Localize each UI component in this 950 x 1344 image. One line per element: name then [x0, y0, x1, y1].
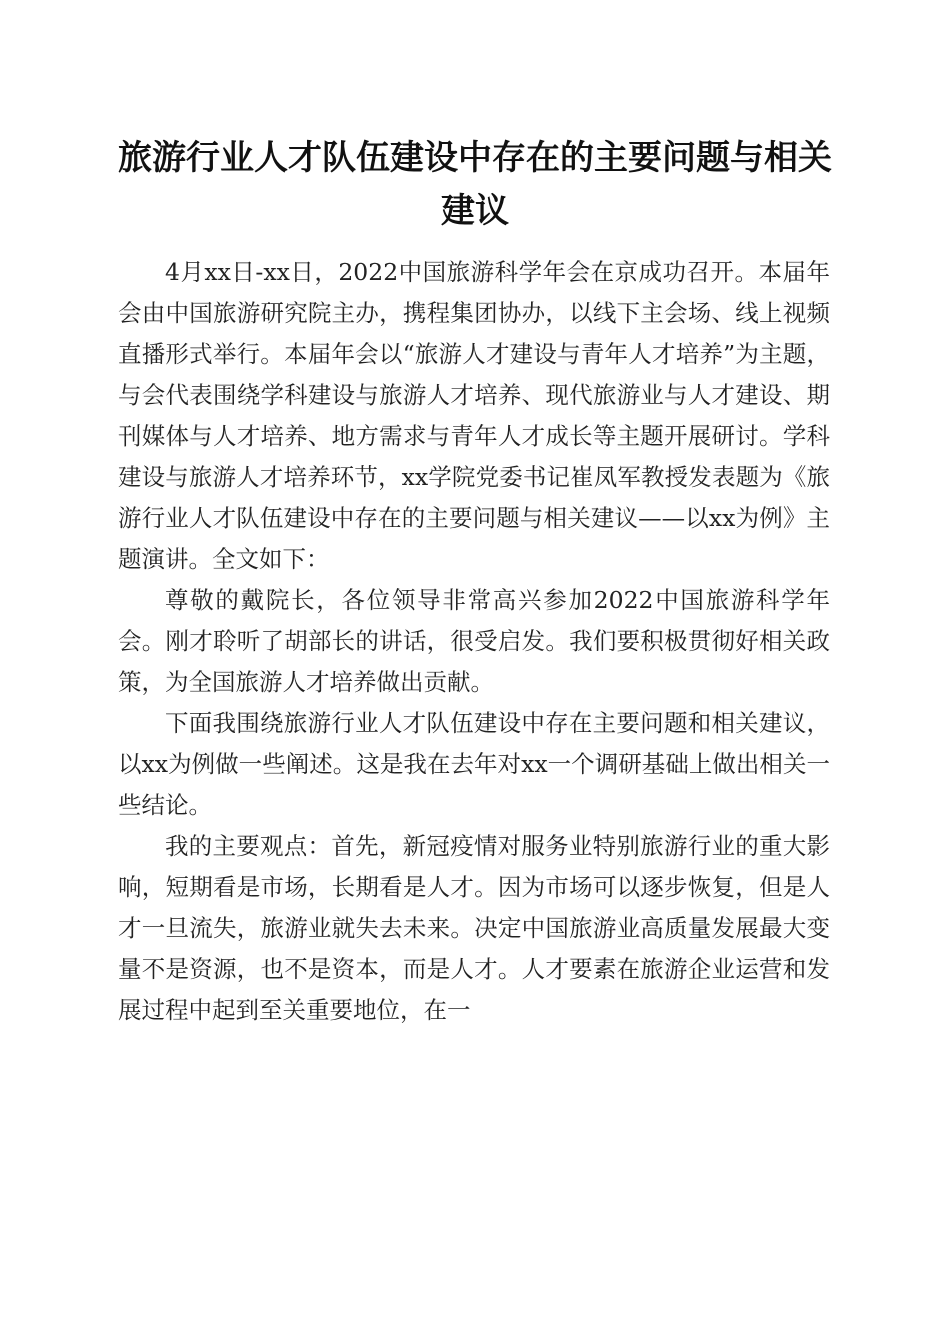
paragraph-main-points: 我的主要观点：首先，新冠疫情对服务业特别旅游行业的重大影响，短期看是市场，长期看是人才。因为市场可以逐步恢复，但是人才一旦流失，旅游业就失去未来。决定中国旅游业高质量发展最大变量不是资源，也不是资本，而是人才。人才要素在旅游企业运营和发展过程中起到至关重要地位，在一	[118, 832, 830, 1024]
document-title: 旅游行业人才队伍建设中存在的主要问题与相关建议	[118, 138, 832, 231]
paragraph-greeting: 尊敬的戴院长，各位领导非常高兴参加2022中国旅游科学年会。刚才聆听了胡部长的讲话，很受启发。我们要积极贯彻好相关政策，为全国旅游人才培养做出贡献。	[118, 586, 830, 696]
paragraph-intro: 4月xx日-xx日，2022中国旅游科学年会在京成功召开。本届年会由中国旅游研究院主办，携程集团协办，以线下主会场、线上视频直播形式举行。本届年会以“旅游人才建设与青年人才培养”为主题，与会代表围绕学科建设与旅游人才培养、现代旅游业与人才建设、期刊媒体与人才培养、地方需求与青年人才成长等主题开展研讨。学科建设与旅游人才培养环节，xx学院党委书记崔凤军教授发表题为《旅游行业人才队伍建设中存在的主要问题与相关建议——以xx为例》主题演讲。全文如下：	[118, 258, 830, 573]
document-body	[118, 252, 830, 1031]
paragraph-outline: 下面我围绕旅游行业人才队伍建设中存在主要问题和相关建议，以xx为例做一些阐述。这是我在去年对xx一个调研基础上做出相关一些结论。	[118, 709, 830, 819]
